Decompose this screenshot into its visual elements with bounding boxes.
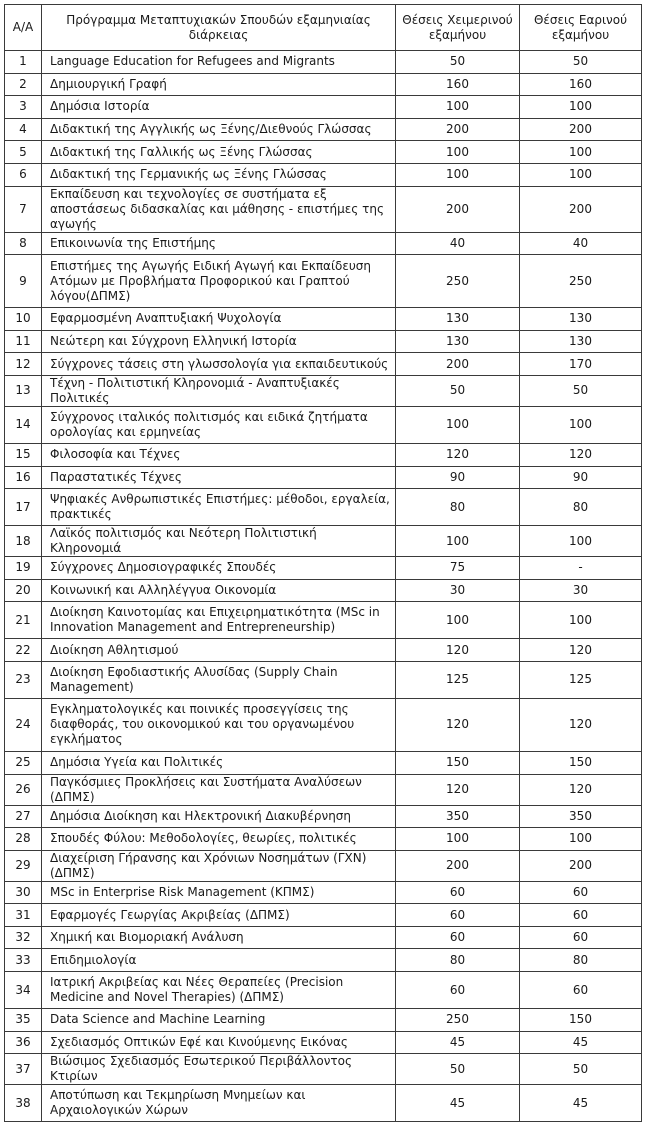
- winter-places: 75: [396, 557, 520, 580]
- winter-places: 160: [396, 73, 520, 96]
- row-number: 36: [5, 1031, 42, 1054]
- spring-places: 50: [520, 375, 642, 406]
- row-number: 37: [5, 1054, 42, 1085]
- program-name: Αποτύπωση και Τεκμηρίωση Μνημείων και Αρχαιολογικών Χώρων: [42, 1085, 396, 1122]
- table-row: [5, 353, 642, 376]
- program-name: Data Science and Machine Learning: [42, 1009, 396, 1032]
- winter-places: 80: [396, 949, 520, 972]
- program-name: Ιατρική Ακριβείας και Νέες Θεραπείες (Precision Medicine and Novel Therapies) (ΔΠΜΣ): [42, 972, 396, 1009]
- program-name: Δημόσια Ιστορία: [42, 96, 396, 119]
- table-row: [5, 774, 642, 805]
- table-row: [5, 118, 642, 141]
- row-number: 5: [5, 141, 42, 164]
- spring-places: 100: [520, 96, 642, 119]
- spring-places: 120: [520, 443, 642, 466]
- spring-places: 30: [520, 579, 642, 602]
- winter-places: 120: [396, 639, 520, 662]
- row-number: 12: [5, 353, 42, 376]
- winter-places: 50: [396, 375, 520, 406]
- table-row: [5, 850, 642, 881]
- program-name: Παγκόσμιες Προκλήσεις και Συστήματα Αναλύσεων (ΔΠΜΣ): [42, 774, 396, 805]
- table-row: [5, 579, 642, 602]
- program-name: Νεώτερη και Σύγχρονη Ελληνική Ιστορία: [42, 330, 396, 353]
- winter-places: 200: [396, 186, 520, 232]
- program-name: Διαχείριση Γήρανσης και Χρόνιων Νοσημάτων (ΓΧΝ)(ΔΠΜΣ): [42, 850, 396, 881]
- table-row: [5, 639, 642, 662]
- table-row: [5, 73, 642, 96]
- spring-places: 45: [520, 1031, 642, 1054]
- winter-places: 50: [396, 51, 520, 74]
- winter-places: 130: [396, 330, 520, 353]
- row-number: 22: [5, 639, 42, 662]
- program-name: Τέχνη - Πολιτιστική Κληρονομιά - Αναπτυξιακές Πολιτικές: [42, 375, 396, 406]
- table-row: [5, 96, 642, 119]
- program-name: Εφαρμοσμένη Αναπτυξιακή Ψυχολογία: [42, 308, 396, 331]
- spring-places: 130: [520, 330, 642, 353]
- row-number: 28: [5, 828, 42, 851]
- table-row: [5, 602, 642, 639]
- row-number: 7: [5, 186, 42, 232]
- row-number: 4: [5, 118, 42, 141]
- spring-places: 60: [520, 926, 642, 949]
- row-number: 1: [5, 51, 42, 74]
- winter-places: 120: [396, 443, 520, 466]
- spring-places: 60: [520, 972, 642, 1009]
- row-number: 21: [5, 602, 42, 639]
- table-body: [5, 51, 642, 1122]
- row-number: 2: [5, 73, 42, 96]
- row-number: 9: [5, 255, 42, 308]
- row-number: 26: [5, 774, 42, 805]
- program-name: Σύγχρονος ιταλικός πολιτισμός και ειδικά ζητήματα ορολογίας και ερμηνείας: [42, 406, 396, 443]
- table-row: [5, 141, 642, 164]
- header-program: Πρόγραμμα Μεταπτυχιακών Σπουδών εξαμηνιαίας διάρκειας: [42, 5, 396, 51]
- winter-places: 200: [396, 353, 520, 376]
- winter-places: 120: [396, 698, 520, 751]
- winter-places: 80: [396, 489, 520, 526]
- spring-places: 200: [520, 186, 642, 232]
- winter-places: 30: [396, 579, 520, 602]
- table-row: [5, 163, 642, 186]
- winter-places: 100: [396, 406, 520, 443]
- program-name: Λαϊκός πολιτισμός και Νεότερη Πολιτιστική Κληρονομιά: [42, 526, 396, 557]
- spring-places: 100: [520, 163, 642, 186]
- winter-places: 90: [396, 466, 520, 489]
- winter-places: 125: [396, 661, 520, 698]
- spring-places: 150: [520, 1009, 642, 1032]
- row-number: 11: [5, 330, 42, 353]
- program-name: Διοίκηση Αθλητισμού: [42, 639, 396, 662]
- row-number: 34: [5, 972, 42, 1009]
- winter-places: 200: [396, 118, 520, 141]
- table-row: [5, 489, 642, 526]
- row-number: 35: [5, 1009, 42, 1032]
- program-name: Χημική και Βιομοριακή Ανάλυση: [42, 926, 396, 949]
- program-name: Διοίκηση Εφοδιαστικής Αλυσίδας (Supply Chain Management): [42, 661, 396, 698]
- table-row: [5, 904, 642, 927]
- program-name: Επιστήμες της Αγωγής Ειδική Αγωγή και Εκπαίδευση Ατόμων με Προβλήματα Προφορικού και Γραπτού λόγου(ΔΠΜΣ): [42, 255, 396, 308]
- spring-places: 170: [520, 353, 642, 376]
- row-number: 18: [5, 526, 42, 557]
- spring-places: 100: [520, 828, 642, 851]
- row-number: 8: [5, 232, 42, 255]
- program-name: Διδακτική της Αγγλικής ως Ξένης/Διεθνούς Γλώσσας: [42, 118, 396, 141]
- program-name: Φιλοσοφία και Τέχνες: [42, 443, 396, 466]
- row-number: 16: [5, 466, 42, 489]
- spring-places: 160: [520, 73, 642, 96]
- winter-places: 60: [396, 881, 520, 904]
- program-name: Διδακτική της Γερμανικής ως Ξένης Γλώσσας: [42, 163, 396, 186]
- spring-places: 50: [520, 1054, 642, 1085]
- table-row: [5, 1054, 642, 1085]
- table-row: [5, 308, 642, 331]
- programs-table-container: [4, 4, 642, 1122]
- table-row: [5, 406, 642, 443]
- row-number: 23: [5, 661, 42, 698]
- winter-places: 45: [396, 1031, 520, 1054]
- table-row: [5, 557, 642, 580]
- spring-places: 100: [520, 406, 642, 443]
- header-serial-number: Α/Α: [5, 5, 42, 51]
- spring-places: -: [520, 557, 642, 580]
- program-name: Ψηφιακές Ανθρωπιστικές Επιστήμες: μέθοδοι, εργαλεία, πρακτικές: [42, 489, 396, 526]
- programs-table: [4, 4, 642, 1122]
- table-row: [5, 1085, 642, 1122]
- row-number: 17: [5, 489, 42, 526]
- spring-places: 250: [520, 255, 642, 308]
- table-row: [5, 186, 642, 232]
- row-number: 20: [5, 579, 42, 602]
- spring-places: 50: [520, 51, 642, 74]
- row-number: 24: [5, 698, 42, 751]
- spring-places: 100: [520, 602, 642, 639]
- winter-places: 100: [396, 526, 520, 557]
- row-number: 33: [5, 949, 42, 972]
- spring-places: 45: [520, 1085, 642, 1122]
- row-number: 30: [5, 881, 42, 904]
- row-number: 3: [5, 96, 42, 119]
- winter-places: 200: [396, 850, 520, 881]
- spring-places: 350: [520, 805, 642, 828]
- row-number: 15: [5, 443, 42, 466]
- winter-places: 100: [396, 96, 520, 119]
- spring-places: 60: [520, 904, 642, 927]
- winter-places: 100: [396, 602, 520, 639]
- program-name: Επικοινωνία της Επιστήμης: [42, 232, 396, 255]
- winter-places: 130: [396, 308, 520, 331]
- table-header-row: [5, 5, 642, 51]
- spring-places: 40: [520, 232, 642, 255]
- row-number: 19: [5, 557, 42, 580]
- spring-places: 120: [520, 639, 642, 662]
- table-row: [5, 751, 642, 774]
- spring-places: 200: [520, 118, 642, 141]
- table-row: [5, 828, 642, 851]
- row-number: 6: [5, 163, 42, 186]
- table-row: [5, 526, 642, 557]
- table-row: [5, 466, 642, 489]
- spring-places: 125: [520, 661, 642, 698]
- program-name: Σύγχρονες τάσεις στη γλωσσολογία για εκπαιδευτικούς: [42, 353, 396, 376]
- spring-places: 60: [520, 881, 642, 904]
- spring-places: 120: [520, 698, 642, 751]
- table-row: [5, 881, 642, 904]
- row-number: 25: [5, 751, 42, 774]
- table-row: [5, 330, 642, 353]
- program-name: Επιδημιολογία: [42, 949, 396, 972]
- table-row: [5, 972, 642, 1009]
- spring-places: 120: [520, 774, 642, 805]
- spring-places: 80: [520, 489, 642, 526]
- spring-places: 100: [520, 141, 642, 164]
- table-row: [5, 661, 642, 698]
- table-row: [5, 698, 642, 751]
- program-name: Διοίκηση Καινοτομίας και Επιχειρηματικότητα (MSc in Innovation Management and Entrepreneurship): [42, 602, 396, 639]
- winter-places: 100: [396, 141, 520, 164]
- winter-places: 150: [396, 751, 520, 774]
- table-row: [5, 232, 642, 255]
- row-number: 31: [5, 904, 42, 927]
- program-name: Εγκληματολογικές και ποινικές προσεγγίσεις της διαφθοράς, του οικονομικού και του οργανωμένου εγκλήματος: [42, 698, 396, 751]
- row-number: 27: [5, 805, 42, 828]
- program-name: Βιώσιμος Σχεδιασμός Εσωτερικού Περιβάλλοντος Κτιρίων: [42, 1054, 396, 1085]
- program-name: Κοινωνική και Αλληλέγγυα Οικονομία: [42, 579, 396, 602]
- program-name: Δημιουργική Γραφή: [42, 73, 396, 96]
- row-number: 32: [5, 926, 42, 949]
- winter-places: 60: [396, 926, 520, 949]
- spring-places: 90: [520, 466, 642, 489]
- winter-places: 100: [396, 828, 520, 851]
- winter-places: 50: [396, 1054, 520, 1085]
- winter-places: 60: [396, 904, 520, 927]
- program-name: Σύγχρονες Δημοσιογραφικές Σπουδές: [42, 557, 396, 580]
- program-name: Σπουδές Φύλου: Μεθοδολογίες, θεωρίες, πολιτικές: [42, 828, 396, 851]
- program-name: Διδακτική της Γαλλικής ως Ξένης Γλώσσας: [42, 141, 396, 164]
- winter-places: 250: [396, 255, 520, 308]
- program-name: Εφαρμογές Γεωργίας Ακριβείας (ΔΠΜΣ): [42, 904, 396, 927]
- row-number: 10: [5, 308, 42, 331]
- spring-places: 150: [520, 751, 642, 774]
- winter-places: 40: [396, 232, 520, 255]
- table-row: [5, 949, 642, 972]
- table-row: [5, 1009, 642, 1032]
- spring-places: 80: [520, 949, 642, 972]
- winter-places: 250: [396, 1009, 520, 1032]
- program-name: Εκπαίδευση και τεχνολογίες σε συστήματα εξ αποστάσεως διδασκαλίας και μάθησης - επιστήμες της αγωγής: [42, 186, 396, 232]
- table-row: [5, 443, 642, 466]
- program-name: Δημόσια Υγεία και Πολιτικές: [42, 751, 396, 774]
- program-name: MSc in Enterprise Risk Management (ΚΠΜΣ): [42, 881, 396, 904]
- winter-places: 120: [396, 774, 520, 805]
- row-number: 29: [5, 850, 42, 881]
- row-number: 14: [5, 406, 42, 443]
- winter-places: 350: [396, 805, 520, 828]
- table-row: [5, 805, 642, 828]
- row-number: 38: [5, 1085, 42, 1122]
- table-row: [5, 926, 642, 949]
- table-row: [5, 1031, 642, 1054]
- spring-places: 130: [520, 308, 642, 331]
- program-name: Language Education for Refugees and Migrants: [42, 51, 396, 74]
- header-winter-places: Θέσεις Χειμερινού εξαμήνου: [396, 5, 520, 51]
- row-number: 13: [5, 375, 42, 406]
- program-name: Σχεδιασμός Οπτικών Εφέ και Κινούμενης Εικόνας: [42, 1031, 396, 1054]
- winter-places: 45: [396, 1085, 520, 1122]
- header-spring-places: Θέσεις Εαρινού εξαμήνου: [520, 5, 642, 51]
- spring-places: 100: [520, 526, 642, 557]
- program-name: Δημόσια Διοίκηση και Ηλεκτρονική Διακυβέρνηση: [42, 805, 396, 828]
- winter-places: 100: [396, 163, 520, 186]
- program-name: Παραστατικές Τέχνες: [42, 466, 396, 489]
- table-row: [5, 51, 642, 74]
- table-row: [5, 255, 642, 308]
- winter-places: 60: [396, 972, 520, 1009]
- spring-places: 200: [520, 850, 642, 881]
- table-row: [5, 375, 642, 406]
